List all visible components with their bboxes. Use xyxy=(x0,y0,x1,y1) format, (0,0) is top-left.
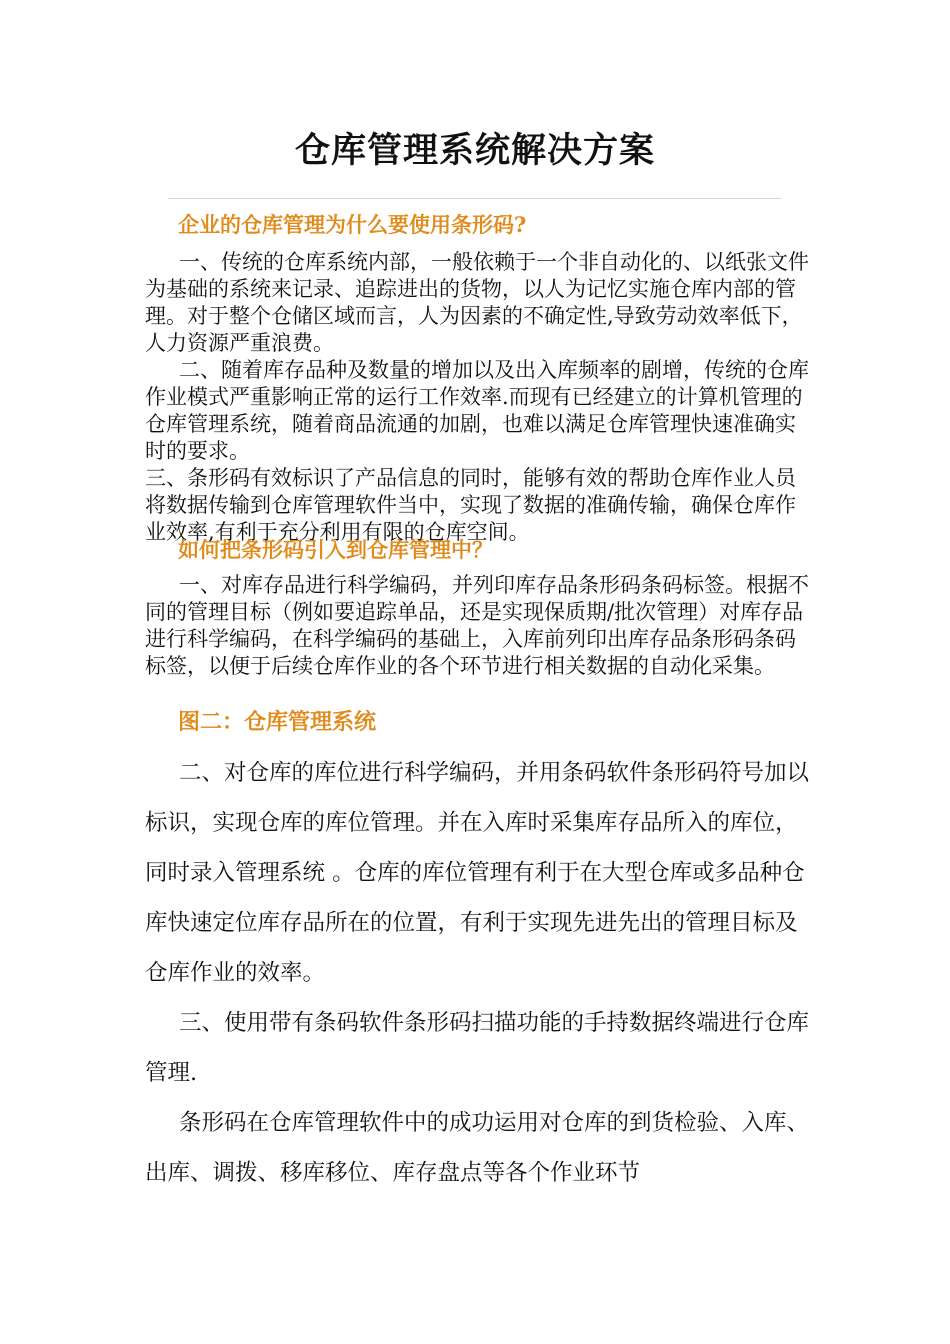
paragraph-handheld-terminal: 三、使用带有条码软件条形码扫描功能的手持数据终端进行仓库管理. xyxy=(145,1010,810,1086)
title-divider xyxy=(168,198,781,199)
section-heading-why-barcode: 企业的仓库管理为什么要使用条形码? xyxy=(178,212,527,237)
paragraph-inventory-growth: 二、随着库存品种及数量的增加以及出入库频率的剧增，传统的仓库作业模式严重影响正常的运行工作效率.而现有已经建立的计算机管理的仓库管理系统，随着商品流通的加剧，也难以满足仓库管理快速准确实时的要求。 xyxy=(145,358,809,463)
page-title: 仓库管理系统解决方案 xyxy=(294,130,655,171)
paragraph-barcode-benefit: 三、条形码有效标识了产品信息的同时，能够有效的帮助仓库作业人员将数据传输到仓库管理软件当中，实现了数据的准确传输，确保仓库作业效率,有利于充分利用有限的仓库空间。 xyxy=(145,466,796,544)
figure-caption: 图二：仓库管理系统 xyxy=(178,709,377,735)
section-heading-how-introduce: 如何把条形码引入到仓库管理中？ xyxy=(178,537,493,562)
section-location-management-body xyxy=(145,748,815,1198)
paragraph-inventory-coding: 一、对库存品进行科学编码，并列印库存品条形码条码标签。根据不同的管理目标（例如要追踪单品，还是实现保质期/批次管理）对库存品进行科学编码，在科学编码的基础上，入库前列印出库存品条形码条码标签，以便于后续仓库作业的各个环节进行相关数据的自动化采集。 xyxy=(145,573,809,678)
section-how-introduce-body xyxy=(145,572,815,680)
paragraph-location-coding: 二、对仓库的库位进行科学编码，并用条码软件条形码符号加以标识，实现仓库的库位管理。并在入库时采集库存品所入的库位，同时录入管理系统 。仓库的库位管理有利于在大型仓库或多品种仓库快速定位库存品所在的位置，有利于实现先进先出的管理目标及仓库作业的效率。 xyxy=(145,760,810,986)
paragraph-barcode-application: 条形码在仓库管理软件中的成功运用对仓库的到货检验、入库、出库、调拨、移库移位、库存盘点等各个作业环节 xyxy=(145,1110,810,1186)
section-why-barcode-body xyxy=(145,249,815,546)
paragraph-traditional-system: 一、传统的仓库系统内部，一般依赖于一个非自动化的、以纸张文件为基础的系统来记录、追踪进出的货物，以人为记忆实施仓库内部的管理。对于整个仓储区域而言，人为因素的不确定性,导致劳动效率低下，人力资源严重浪费。 xyxy=(145,250,809,355)
